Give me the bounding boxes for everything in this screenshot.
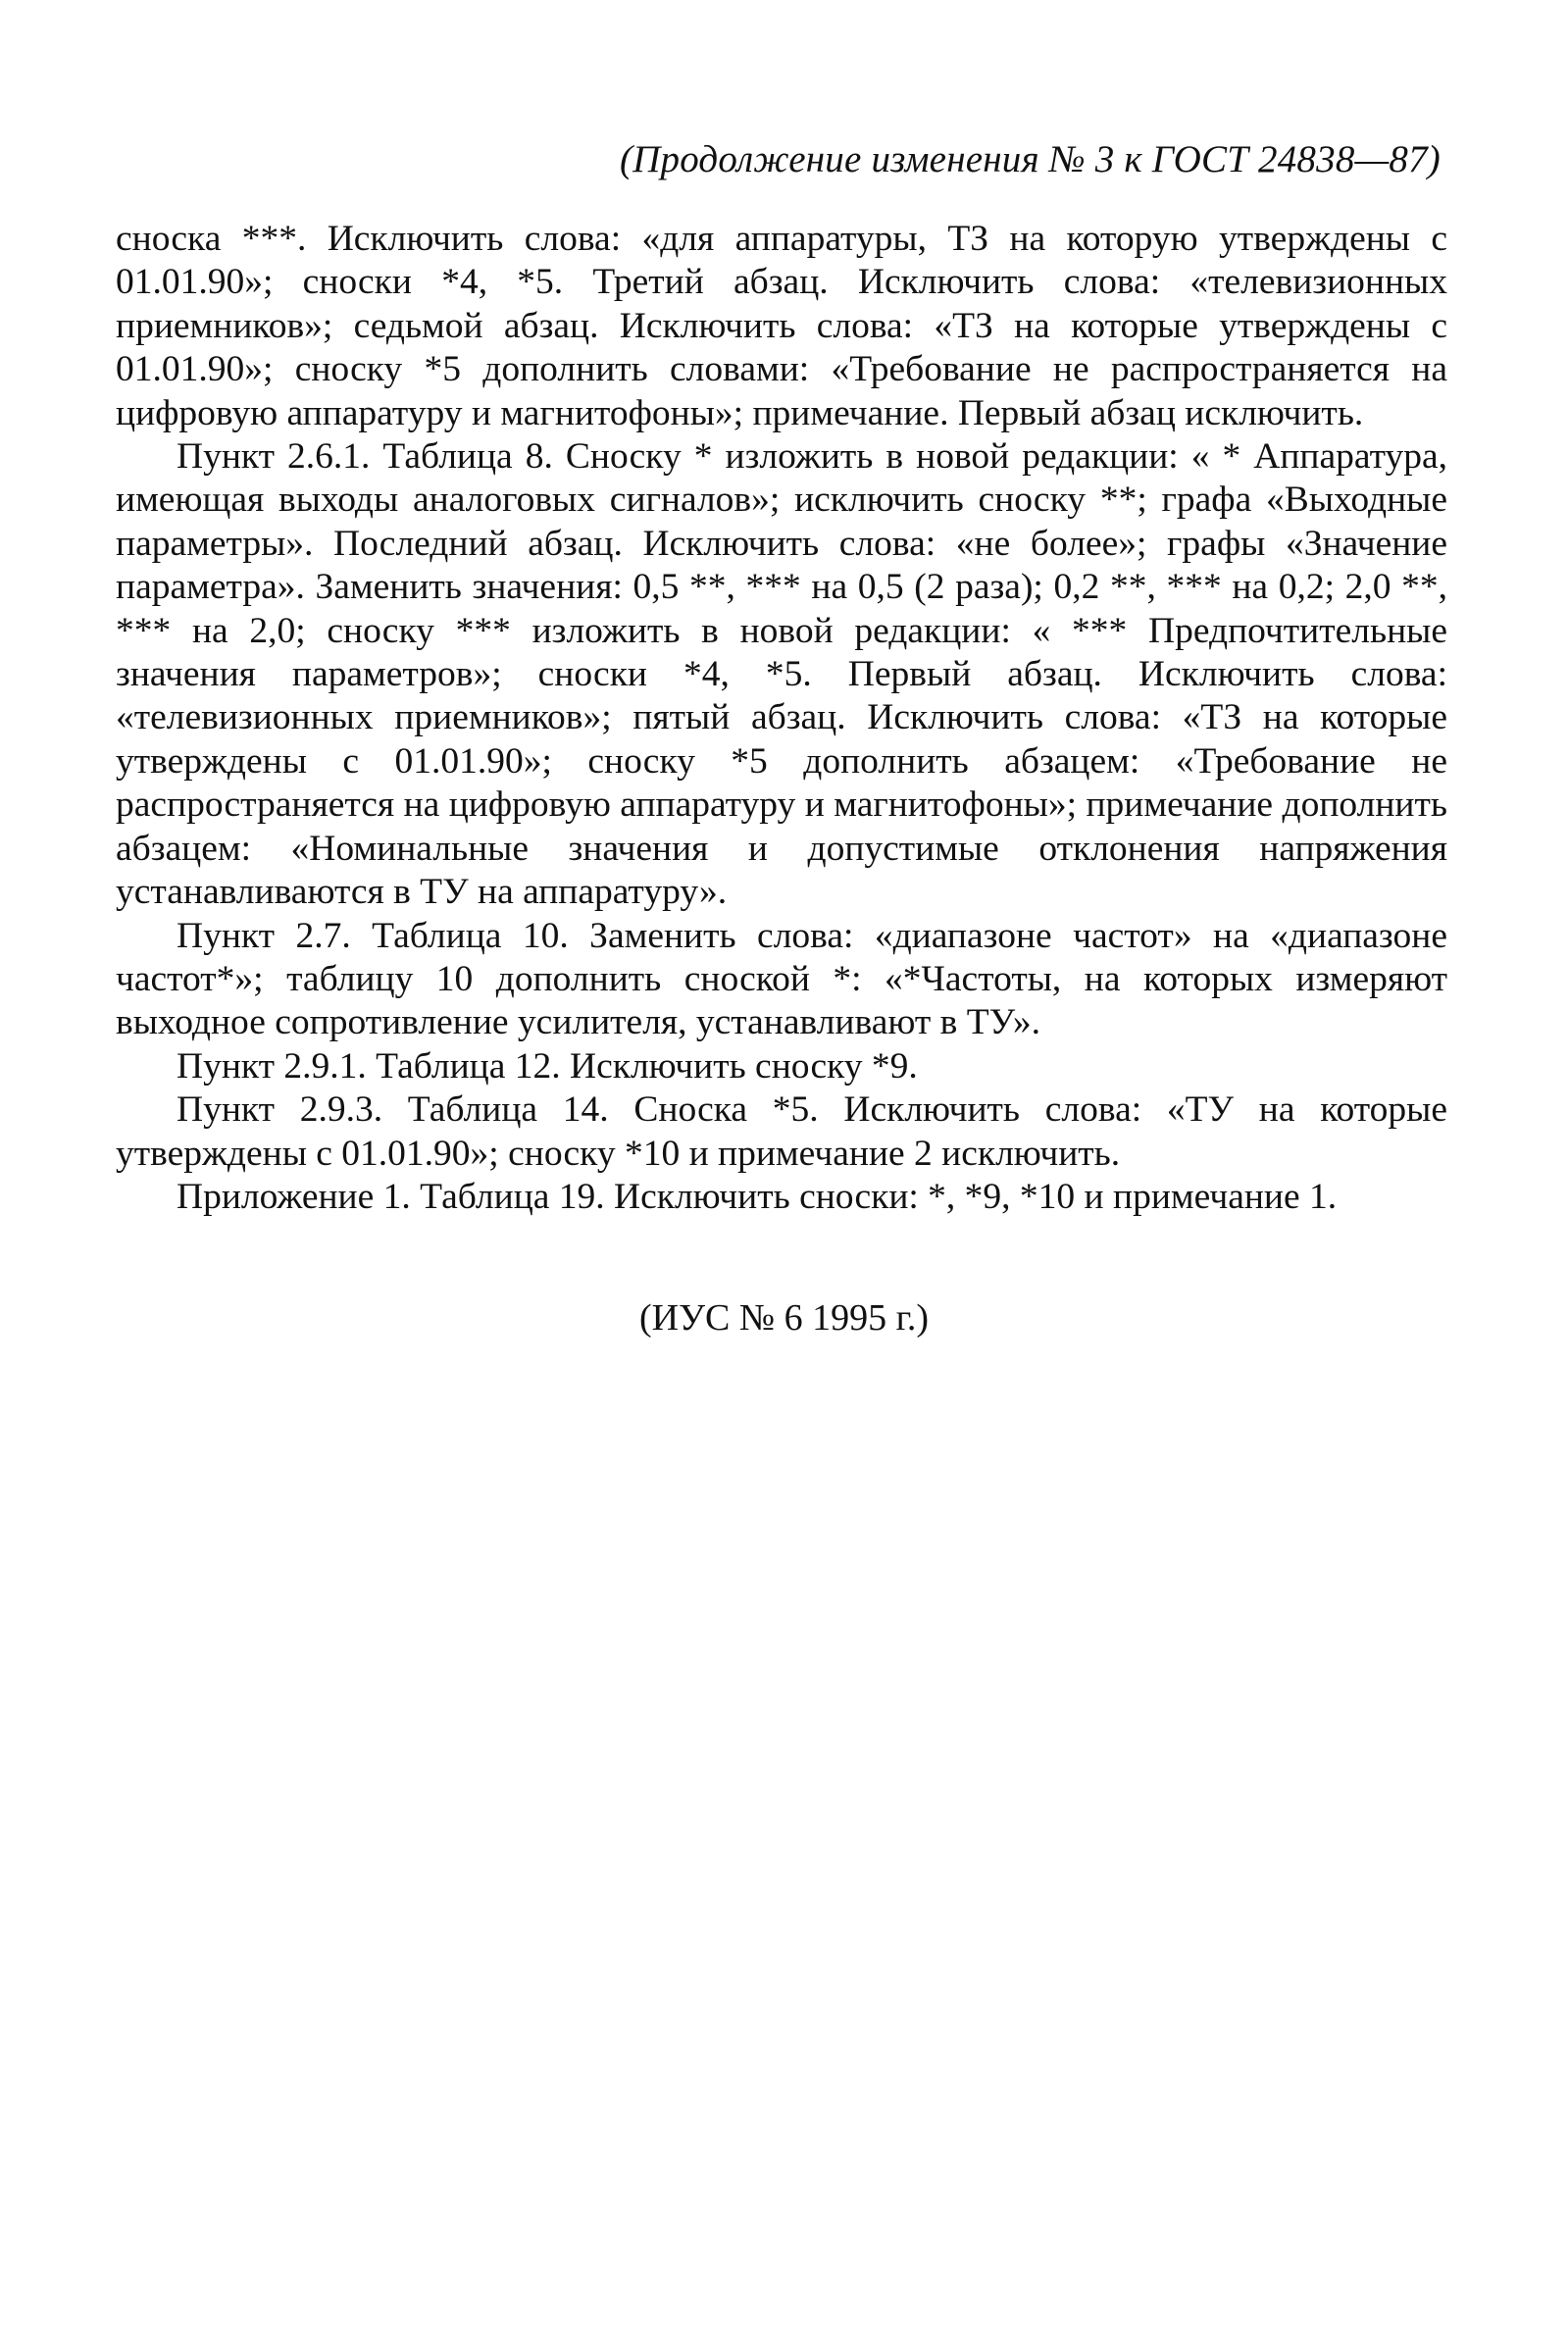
paragraph-item-2-6-1: Пункт 2.6.1. Таблица 8. Сноску * изложить в новой редакции: « * Аппаратура, имеющая выходы аналоговых сигналов»; исключить сноску **; графа «Выходные параметры». Последний абзац. Исключить слова: «не более»; графы «Значение параметра». Заменить значения: 0,5 **, *** на 0,5 (2 раза); 0,2 **, *** на 0,2; 2,0 **, *** на 2,0; сноску *** изложить в новой редакции: « *** Предпочтительные значения параметров»; сноски *4, *5. Первый абзац. Исключить слова: «телевизионных приемников»; пятый абзац. Исключить слова: «ТЗ на которые утверждены с 01.01.90»; сноску *5 дополнить абзацем: «Требование не распространяется на цифровую аппаратуру и магнитофоны»; примечание дополнить абзацем: «Номинальные значения и допустимые отклонения напряжения устанавливаются в ТУ на аппаратуру».	[116, 436, 1447, 913]
paragraph-item-2-9-3: Пункт 2.9.3. Таблица 14. Сноска *5. Исключить слова: «ТУ на которые утверждены с 01.01.90»; сноску *10 и примечание 2 исключить.	[116, 1089, 1447, 1174]
document-body	[116, 218, 1447, 1219]
paragraph-appendix-1: Приложение 1. Таблица 19. Исключить сноски: *, *9, *10 и примечание 1.	[177, 1176, 1338, 1217]
paragraph-item-2-9-1: Пункт 2.9.1. Таблица 12. Исключить сноску *9.	[177, 1045, 918, 1087]
paragraph-item-2-7: Пункт 2.7. Таблица 10. Заменить слова: «диапазоне частот» на «диапазоне частот*»; таблицу 10 дополнить сноской *: «*Частоты, на которых измеряют выходное сопротивление усилителя, устанавливают в ТУ».	[116, 915, 1447, 1043]
paragraph-continuation: сноска ***. Исключить слова: «для аппаратуры, ТЗ на которую утверждены с 01.01.90»; сноски *4, *5. Третий абзац. Исключить слова: «телевизионных приемников»; седьмой абзац. Исключить слова: «ТЗ на которые утверждены с 01.01.90»; сноску *5 дополнить словами: «Требование не распространяется на цифровую аппаратуру и магнитофоны»; примечание. Первый абзац исключить.	[116, 219, 1447, 433]
running-header: (Продолжение изменения № 3 к ГОСТ 24838—87)	[619, 138, 1441, 180]
source-reference: (ИУС № 6 1995 г.)	[638, 1297, 930, 1339]
